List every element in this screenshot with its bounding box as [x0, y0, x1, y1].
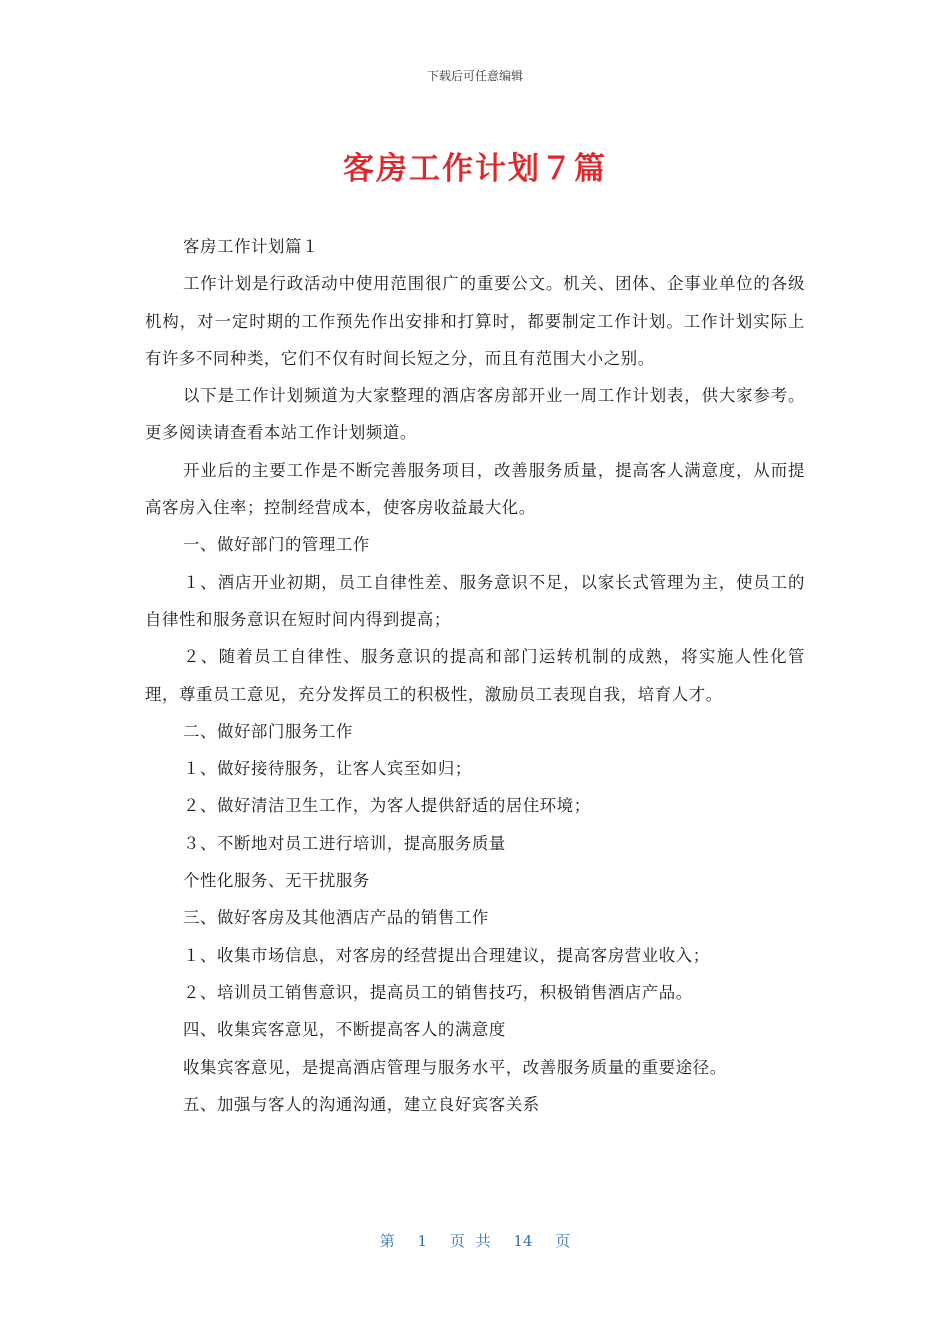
section-heading: 四、收集宾客意见，不断提高客人的满意度	[183, 1020, 506, 1040]
list-item: １、收集市场信息，对客房的经营提出合理建议，提高客房营业收入；	[183, 945, 710, 965]
footer-suffix: 页	[555, 1232, 571, 1250]
paragraph: 收集宾客意见，是提高酒店管理与服务水平，改善服务质量的重要途径。	[183, 1057, 727, 1077]
list-item: ２、培训员工销售意识，提高员工的销售技巧，积极销售酒店产品。	[183, 982, 693, 1002]
section-heading: 二、做好部门服务工作	[183, 721, 353, 741]
paragraph: 个性化服务、无干扰服务	[183, 871, 370, 891]
section-heading: 客房工作计划篇１	[183, 237, 319, 256]
document-body	[145, 228, 805, 1123]
section-heading: 三、做好客房及其他酒店产品的销售工作	[183, 908, 489, 928]
paragraph: 开业后的主要工作是不断完善服务项目，改善服务质量，提高客人满意度，从而提高客房入住率；控制经营成本，使客房收益最大化。	[145, 460, 805, 518]
paragraph: 工作计划是行政活动中使用范围很广的重要公文。机关、团体、企事业单位的各级机构，对一定时期的工作预先作出安排和打算时，都要制定工作计划。工作计划实际上有许多不同种类，它们不仅有时间长短之分，而且有范围大小之别。	[145, 274, 805, 368]
total-page-count: 14	[513, 1232, 533, 1250]
list-item: ２、随着员工自律性、服务意识的提高和部门运转机制的成熟，将实施人性化管理，尊重员工意见，充分发挥员工的积极性，激励员工表现自我，培育人才。	[145, 647, 805, 704]
paragraph: 以下是工作计划频道为大家整理的酒店客房部开业一周工作计划表，供大家参考。更多阅读请查看本站工作计划频道。	[145, 386, 805, 443]
header-note: 下载后可任意编辑	[426, 69, 523, 83]
list-item: １、酒店开业初期，员工自律性差、服务意识不足，以家长式管理为主，使员工的自律性和服务意识在短时间内得到提高；	[145, 572, 805, 629]
list-item: ２、做好清洁卫生工作，为客人提供舒适的居住环境；	[183, 796, 591, 816]
footer-prefix: 第	[379, 1232, 395, 1250]
current-page-number: 1	[417, 1232, 428, 1250]
section-heading: 一、做好部门的管理工作	[183, 535, 370, 555]
footer-middle: 页 共	[449, 1232, 491, 1250]
document-title: 客房工作计划７篇	[343, 151, 607, 187]
section-heading: 五、加强与客人的沟通沟通，建立良好宾客关系	[183, 1094, 540, 1114]
list-item: ３、不断地对员工进行培训，提高服务质量	[183, 833, 506, 853]
page-footer	[0, 1230, 950, 1251]
list-item: １、做好接待服务，让客人宾至如归；	[183, 759, 472, 779]
